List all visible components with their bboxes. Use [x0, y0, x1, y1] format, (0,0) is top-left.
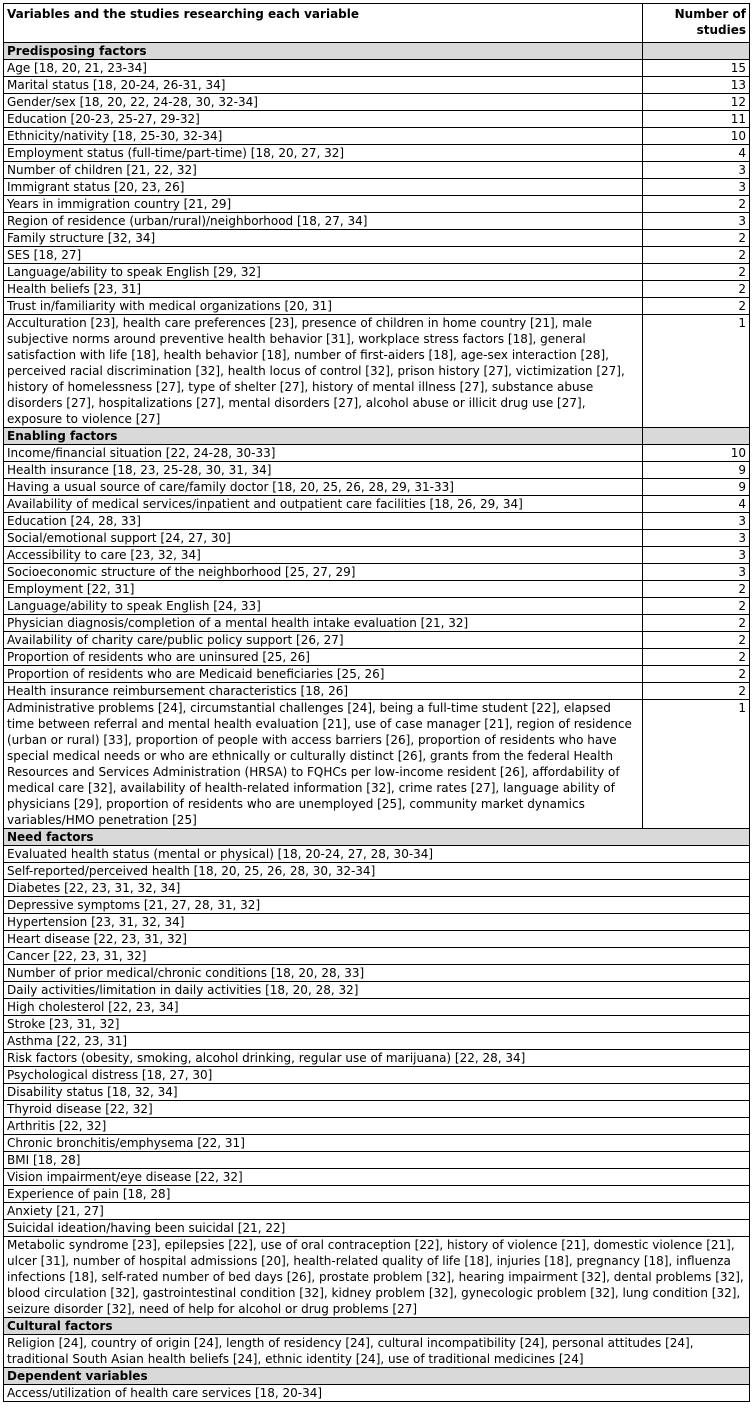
section-row-cultural — [4, 1318, 750, 1335]
table-row — [4, 914, 750, 931]
count-cell: 9 — [643, 479, 750, 496]
count-cell: 2 — [643, 230, 750, 247]
table-row — [4, 965, 750, 982]
header-count-line2: studies — [696, 23, 746, 37]
variable-cell: Availability of medical services/inpatient and outpatient care facilities [18, 26, 29, 34] — [4, 496, 643, 513]
count-cell: 1 — [643, 700, 750, 829]
count-cell: 3 — [643, 547, 750, 564]
variable-cell: Education [24, 28, 33] — [4, 513, 643, 530]
table-row — [4, 700, 750, 829]
variable-cell: SES [18, 27] — [4, 247, 643, 264]
variable-cell: Language/ability to speak English [24, 33] — [4, 598, 643, 615]
count-cell: 3 — [643, 213, 750, 230]
count-cell: 10 — [643, 445, 750, 462]
section-row-enabling — [4, 428, 750, 445]
variable-cell: Acculturation [23], health care preferences [23], presence of children in home country [21], male subjective norms around preventive health behavior [31], workplace stress factors [18], general satisfaction with life [18], health behavior [18], number of first-aiders [18], age-sex interaction [28], perceived racial discrimination [32], health locus of control [32], prison history [27], victimization [27], history of homelessness [27], type of shelter [27], history of mental illness [27], substance abuse disorders [27], hospitalizations [27], mental disorders [27], alcohol abuse or illicit drug use [27], exposure to violence [27] — [4, 315, 643, 428]
variable-cell: Health beliefs [23, 31] — [4, 281, 643, 298]
table-row — [4, 1169, 750, 1186]
count-cell: 2 — [643, 247, 750, 264]
table-row — [4, 281, 750, 298]
table-row — [4, 1186, 750, 1203]
variable-cell: Employment status (full-time/part-time) [18, 20, 27, 32] — [4, 145, 643, 162]
count-cell: 2 — [643, 264, 750, 281]
variable-cell: Vision impairment/eye disease [22, 32] — [4, 1169, 750, 1186]
variable-cell: Heart disease [22, 23, 31, 32] — [4, 931, 750, 948]
table-row — [4, 1237, 750, 1318]
variable-cell: Suicidal ideation/having been suicidal [21, 22] — [4, 1220, 750, 1237]
table-row — [4, 145, 750, 162]
variable-cell: Availability of charity care/public policy support [26, 27] — [4, 632, 643, 649]
count-cell: 15 — [643, 60, 750, 77]
count-cell: 12 — [643, 94, 750, 111]
variable-cell: Marital status [18, 20-24, 26-31, 34] — [4, 77, 643, 94]
table-row — [4, 196, 750, 213]
table-row — [4, 846, 750, 863]
variable-cell: High cholesterol [22, 23, 34] — [4, 999, 750, 1016]
count-cell: 2 — [643, 649, 750, 666]
table-row — [4, 581, 750, 598]
table-row — [4, 982, 750, 999]
table-row — [4, 94, 750, 111]
table-row — [4, 1335, 750, 1368]
variable-cell: Administrative problems [24], circumstantial challenges [24], being a full-time student [22], elapsed time between referral and mental health evaluation [21], use of case manager [21], region of residence (urban or rural) [33], proportion of people with access barriers [26], proportion of residents who have special medical needs or who are ethnically or culturally distinct [26], grants from the federal Health Resources and Services Administration (HRSA) to FQHCs per low-income resident [26], affordability of medical care [32], availability of health-related information [32], crime rates [27], language ability of physicians [29], proportion of residents who are unemployed [25], community market dynamics variables/HMO penetration [25] — [4, 700, 643, 829]
table-row — [4, 179, 750, 196]
variable-cell: Ethnicity/nativity [18, 25-30, 32-34] — [4, 128, 643, 145]
count-cell: 3 — [643, 179, 750, 196]
table-row — [4, 479, 750, 496]
variable-cell: Accessibility to care [23, 32, 34] — [4, 547, 643, 564]
variable-cell: Risk factors (obesity, smoking, alcohol drinking, regular use of marijuana) [22, 28, 34] — [4, 1050, 750, 1067]
variable-cell: Age [18, 20, 21, 23-34] — [4, 60, 643, 77]
variable-cell: Hypertension [23, 31, 32, 34] — [4, 914, 750, 931]
variable-cell: Health insurance [18, 23, 25-28, 30, 31, 34] — [4, 462, 643, 479]
variable-cell: Years in immigration country [21, 29] — [4, 196, 643, 213]
variable-cell: Asthma [22, 23, 31] — [4, 1033, 750, 1050]
table-row — [4, 298, 750, 315]
variable-cell: Arthritis [22, 32] — [4, 1118, 750, 1135]
table-row — [4, 1203, 750, 1220]
variable-cell: Social/emotional support [24, 27, 30] — [4, 530, 643, 547]
table-row — [4, 60, 750, 77]
table-row — [4, 999, 750, 1016]
variable-cell: Education [20-23, 25-27, 29-32] — [4, 111, 643, 128]
count-cell: 3 — [643, 564, 750, 581]
header-count — [643, 4, 750, 43]
table-body — [4, 43, 750, 1402]
count-cell: 2 — [643, 281, 750, 298]
count-cell: 10 — [643, 128, 750, 145]
variable-cell: Income/financial situation [22, 24-28, 30-33] — [4, 445, 643, 462]
table-row — [4, 615, 750, 632]
variable-cell: BMI [18, 28] — [4, 1152, 750, 1169]
variable-cell: Evaluated health status (mental or physical) [18, 20-24, 27, 28, 30-34] — [4, 846, 750, 863]
count-cell: 1 — [643, 315, 750, 428]
variable-cell: Diabetes [22, 23, 31, 32, 34] — [4, 880, 750, 897]
table-row — [4, 315, 750, 428]
count-cell: 2 — [643, 196, 750, 213]
variable-cell: Access/utilization of health care services [18, 20-34] — [4, 1385, 750, 1402]
count-cell: 3 — [643, 162, 750, 179]
variable-cell: Number of prior medical/chronic conditions [18, 20, 28, 33] — [4, 965, 750, 982]
section-title: Enabling factors — [4, 428, 643, 445]
table-row — [4, 1385, 750, 1402]
table-row — [4, 564, 750, 581]
count-cell: 2 — [643, 298, 750, 315]
section-title: Cultural factors — [4, 1318, 750, 1335]
count-cell: 9 — [643, 462, 750, 479]
header-count-line1: Number of — [674, 7, 746, 21]
table-row — [4, 1152, 750, 1169]
variable-cell: Trust in/familiarity with medical organizations [20, 31] — [4, 298, 643, 315]
variable-cell: Psychological distress [18, 27, 30] — [4, 1067, 750, 1084]
table-row — [4, 683, 750, 700]
table-row — [4, 230, 750, 247]
table-row — [4, 462, 750, 479]
variable-cell: Health insurance reimbursement characteristics [18, 26] — [4, 683, 643, 700]
table-row — [4, 162, 750, 179]
count-cell: 2 — [643, 683, 750, 700]
table-row — [4, 496, 750, 513]
table-row — [4, 1220, 750, 1237]
variable-cell: Depressive symptoms [21, 27, 28, 31, 32] — [4, 897, 750, 914]
section-title: Predisposing factors — [4, 43, 643, 60]
table-row — [4, 598, 750, 615]
table-row — [4, 1016, 750, 1033]
table-row — [4, 547, 750, 564]
section-title: Dependent variables — [4, 1368, 750, 1385]
count-cell: 2 — [643, 666, 750, 683]
table-row — [4, 948, 750, 965]
table-row — [4, 880, 750, 897]
section-row-dependent — [4, 1368, 750, 1385]
table-row — [4, 1135, 750, 1152]
table-row — [4, 1101, 750, 1118]
variable-cell: Number of children [21, 22, 32] — [4, 162, 643, 179]
count-cell: 2 — [643, 615, 750, 632]
variable-cell: Gender/sex [18, 20, 22, 24-28, 30, 32-34] — [4, 94, 643, 111]
variable-cell: Proportion of residents who are uninsured [25, 26] — [4, 649, 643, 666]
count-cell: 13 — [643, 77, 750, 94]
table-row — [4, 931, 750, 948]
table-row — [4, 649, 750, 666]
variable-cell: Socioeconomic structure of the neighborhood [25, 27, 29] — [4, 564, 643, 581]
table-row — [4, 863, 750, 880]
table-row — [4, 445, 750, 462]
variable-cell: Cancer [22, 23, 31, 32] — [4, 948, 750, 965]
table-row — [4, 128, 750, 145]
variable-cell: Anxiety [21, 27] — [4, 1203, 750, 1220]
variable-cell: Religion [24], country of origin [24], length of residency [24], cultural incompatibility [24], personal attitudes [24], traditional South Asian health beliefs [24], ethnic identity [24], use of traditional medicines [24] — [4, 1335, 750, 1368]
table-row — [4, 1084, 750, 1101]
variable-cell: Disability status [18, 32, 34] — [4, 1084, 750, 1101]
table-row — [4, 111, 750, 128]
table-row — [4, 1067, 750, 1084]
count-cell: 2 — [643, 598, 750, 615]
header-variables: Variables and the studies researching each variable — [4, 4, 643, 43]
count-cell: 3 — [643, 530, 750, 547]
count-cell: 2 — [643, 632, 750, 649]
variable-cell: Region of residence (urban/rural)/neighborhood [18, 27, 34] — [4, 213, 643, 230]
table-row — [4, 666, 750, 683]
variable-cell: Immigrant status [20, 23, 26] — [4, 179, 643, 196]
section-title: Need factors — [4, 829, 750, 846]
variable-cell: Having a usual source of care/family doctor [18, 20, 25, 26, 28, 29, 31-33] — [4, 479, 643, 496]
count-cell: 3 — [643, 513, 750, 530]
table-row — [4, 530, 750, 547]
variable-cell: Daily activities/limitation in daily activities [18, 20, 28, 32] — [4, 982, 750, 999]
table-row — [4, 264, 750, 281]
variable-cell: Metabolic syndrome [23], epilepsies [22], use of oral contraception [22], history of violence [21], domestic violence [21], ulcer [31], number of hospital admissions [20], health-related quality of life [18], injuries [18], pregnancy [18], influenza infections [18], self-rated number of bed days [26], prostate problem [32], hearing impairment [32], dental problems [32], blood circulation [32], gastrointestinal condition [32], kidney problem [32], gynecologic problem [32], lung condition [32], seizure disorder [32], need of help for alcohol or drug problems [27] — [4, 1237, 750, 1318]
variable-cell: Employment [22, 31] — [4, 581, 643, 598]
table-row — [4, 513, 750, 530]
studies-table — [3, 3, 750, 1402]
table-row — [4, 247, 750, 264]
variable-cell: Physician diagnosis/completion of a mental health intake evaluation [21, 32] — [4, 615, 643, 632]
section-count-cell — [643, 43, 750, 60]
count-cell: 11 — [643, 111, 750, 128]
section-row-need — [4, 829, 750, 846]
table-row — [4, 1118, 750, 1135]
count-cell: 4 — [643, 145, 750, 162]
variable-cell: Stroke [23, 31, 32] — [4, 1016, 750, 1033]
variable-cell: Proportion of residents who are Medicaid beneficiaries [25, 26] — [4, 666, 643, 683]
section-count-cell — [643, 428, 750, 445]
variable-cell: Thyroid disease [22, 32] — [4, 1101, 750, 1118]
table-row — [4, 77, 750, 94]
variable-cell: Language/ability to speak English [29, 32] — [4, 264, 643, 281]
section-row-predisposing — [4, 43, 750, 60]
table-row — [4, 1033, 750, 1050]
table-row — [4, 897, 750, 914]
variable-cell: Experience of pain [18, 28] — [4, 1186, 750, 1203]
table-header-row — [4, 4, 750, 43]
count-cell: 2 — [643, 581, 750, 598]
table-row — [4, 632, 750, 649]
table-row — [4, 213, 750, 230]
count-cell: 4 — [643, 496, 750, 513]
variable-cell: Self-reported/perceived health [18, 20, 25, 26, 28, 30, 32-34] — [4, 863, 750, 880]
variable-cell: Family structure [32, 34] — [4, 230, 643, 247]
variable-cell: Chronic bronchitis/emphysema [22, 31] — [4, 1135, 750, 1152]
table-row — [4, 1050, 750, 1067]
